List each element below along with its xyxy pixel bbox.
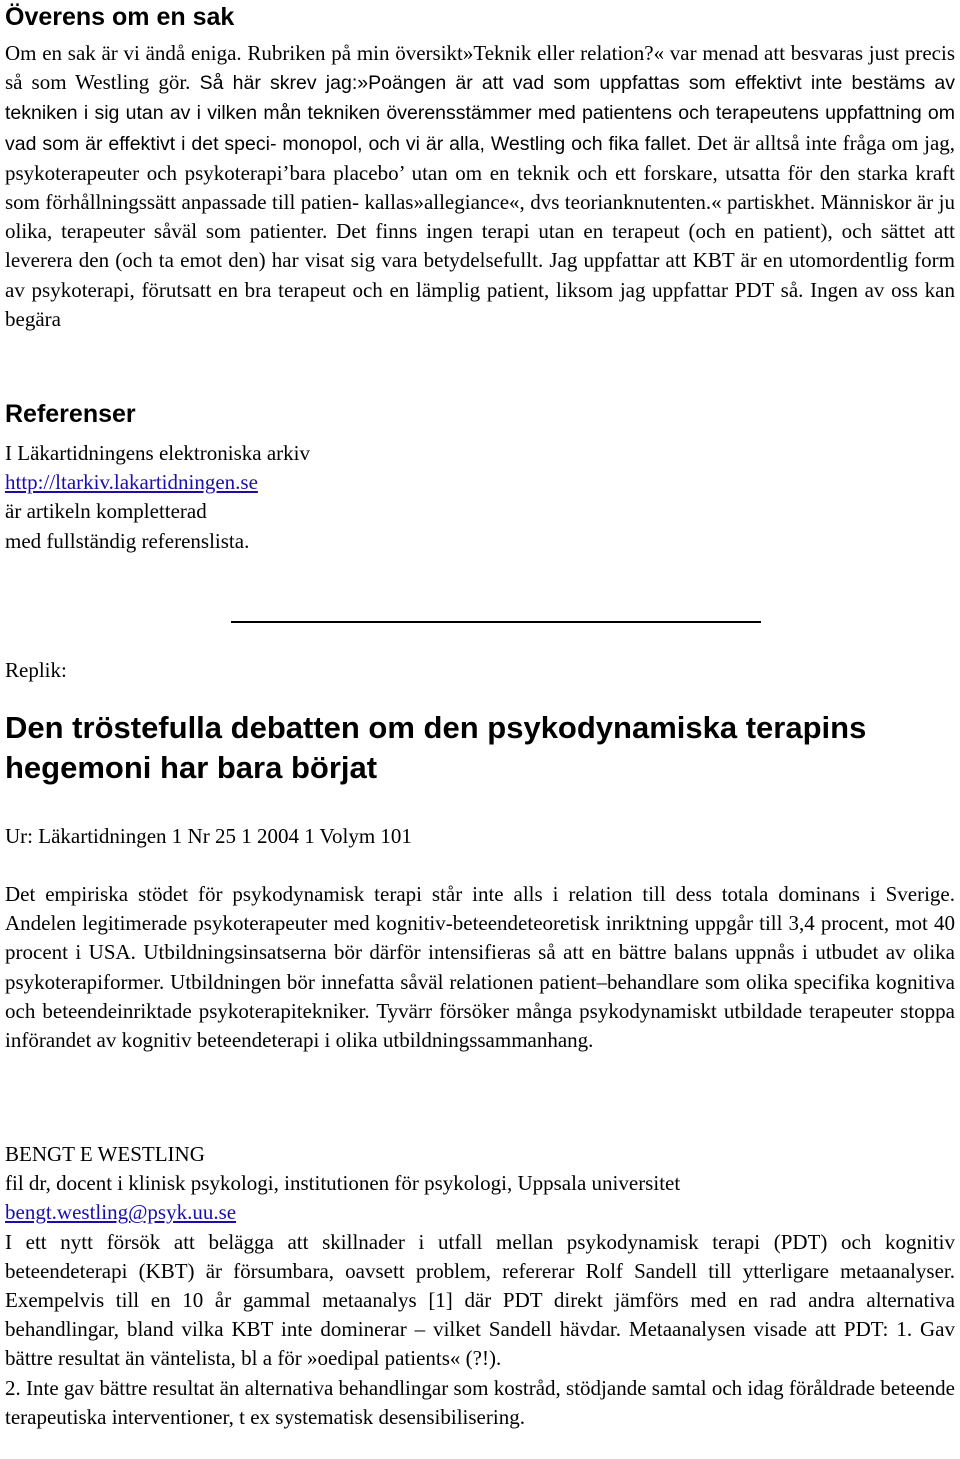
article-title: Den tröstefulla debatten om den psykodynamiska terapins hegemoni har bara börjat xyxy=(5,710,867,785)
author-block xyxy=(5,1140,955,1432)
document-page xyxy=(5,0,956,1429)
references-block xyxy=(5,439,955,556)
article-source: Ur: Läkartidningen 1 Nr 25 1 2004 1 Volym 101 xyxy=(5,824,412,848)
references-heading: Referenser xyxy=(5,400,136,429)
archive-link[interactable]: http://ltarkiv.lakartidningen.se xyxy=(5,470,258,495)
article-body: I ett nytt försök att belägga att skillnader i utfall mellan psykodynamisk terapi (PDT) och kognitiv beteendeterapi (KBT) är försumbara, oavsett problem, refererar Rolf Sandell till ytterligare metaanalyser. Exempelvis till en 10 år gammal metaanalys [1] där PDT direkt jämförs med en rad andra alternativa behandlingar, bland vilka KBT inte dominerar – vilket Sandell hävdar. Metaanalysen visade att PDT: 1. Gav bättre resultat än väntelista, bl a för »oedipal patients« (?!). xyxy=(5,1229,955,1371)
author-email-line xyxy=(5,1198,955,1227)
article-point-2: 2. Inte gav bättre resultat än alternativa behandlingar som kostråd, stödjande samtal och idag föråldrade beteende terapeutiska interventioner, t ex systematisk desensibilisering. xyxy=(5,1375,955,1429)
section-paragraph xyxy=(5,39,955,334)
author-email-link[interactable]: bengt.westling@psyk.uu.se xyxy=(5,1200,237,1225)
references-line: med fullständig referenslista. xyxy=(5,528,250,553)
section-divider xyxy=(231,621,761,623)
references-line: är artikeln kompletterad xyxy=(5,499,207,524)
para-serif-start: Om en sak är vi ändå eniga. Rubriken på min översikt»Teknik eller relation?« var menad att besvaras just precis så som Westling gör. xyxy=(5,41,955,95)
para-serif-end: Det är alltså inte fråga om jag, psykoterapeuter och psykoterapi’bara placebo’ utan om en teknik och ett forskare, utsatta för den starka kraft som förhållningssätt anpassade till patien- kallas»allegiance«, dvs teorianknutenten.« partiskhet. Människor är ju olika, terapeuter såväl som patienter. Det finns ingen terapi utan en terapeut (och en patient), och sättet att leverera den (och ta emot den) har visat sig vara betydelsefullt. Jag uppfattar att KBT är en utomordentlig form av psykoterapi, förutsatt en bra terapeut och en lämplig patient, liksom jag uppfattar PDT så. Ingen av oss kan begära xyxy=(5,130,956,331)
author-name: BENGT E WESTLING xyxy=(5,1142,205,1166)
section-heading: Överens om en sak xyxy=(5,3,235,31)
replik-label: Replik: xyxy=(5,658,67,682)
references-line: I Läkartidningens elektroniska arkiv xyxy=(5,441,310,466)
references-link-line xyxy=(5,468,955,497)
para-sans-run: Så här skrev jag:»Poängen är att vad som uppfattas som effektivt inte bestäms av tekniken i sig utan av i vilken mån tekniken överensstämmer med patientens och terapeutens uppfattning om vad som är effektivt i det speci- monopol, och vi är alla, Westling och fika fallet. xyxy=(5,72,955,155)
author-affiliation: fil dr, docent i klinisk psykologi, institutionen för psykologi, Uppsala universitet xyxy=(5,1171,681,1196)
article-abstract: Det empiriska stödet för psykodynamisk terapi står inte alls i relation till dess totala dominans i Sverige. Andelen legitimerade psykoterapeuter med kognitiv-beteendeteoretisk inriktning uppgår till 3,4 procent, mot 40 procent i USA. Utbildningsinsatserna bör därför intensifieras så att en bättre balans uppnås i utbudet av olika psykoterapiformer. Utbildningen bör innefatta såväl relationen patient–behandlare som olika specifika kognitiva och beteendeinriktade psykoterapitekniker. Tyvärr försöker många psykodynamiskt utbildade terapeuter stoppa införandet av kognitiv beteendeterapi i olika utbildningssammanhang. xyxy=(5,882,955,1053)
